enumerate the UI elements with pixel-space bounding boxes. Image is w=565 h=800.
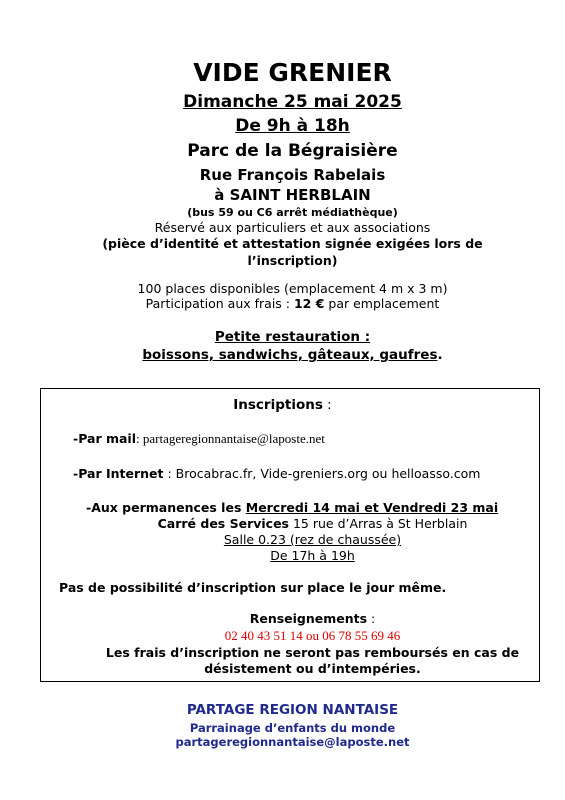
organizer-tagline: Parrainage d’enfants du monde — [189, 721, 396, 735]
carre-label: Carré des Services — [157, 516, 289, 531]
carre-address: 15 rue d’Arras à St Herblain — [289, 516, 468, 531]
inscription-permanences — [86, 500, 498, 515]
rens-colon: : — [367, 611, 376, 626]
restauration-list: boissons, sandwichs, gâteaux, gaufres — [142, 347, 438, 363]
organizer-email: partageregionnantaise@laposte.net — [175, 735, 410, 749]
perm-label: -Aux permanences les — [86, 500, 246, 515]
permanence-hours — [30, 548, 565, 563]
rens-label: Renseignements — [249, 611, 368, 626]
heures-text: De 17h à 19h — [270, 548, 355, 563]
renseignements — [30, 611, 565, 626]
perm-dates: Mercredi 14 mai et Vendredi 23 mai — [245, 500, 499, 515]
page-title: VIDE GRENIER — [193, 58, 392, 87]
phone-numbers: 02 40 43 51 14 ou 06 78 55 69 46 — [224, 628, 401, 643]
bus-info: (bus 59 ou C6 arrêt médiathèque) — [187, 206, 398, 219]
refund-notice-line1: Les frais d’inscription ne seront pas remboursés en cas de — [105, 645, 520, 660]
event-place: Parc de la Bégraisière — [187, 141, 398, 161]
id-requirement-line2: l’inscription) — [247, 253, 338, 268]
mail-value: : partageregionnantaise@laposte.net — [136, 431, 325, 446]
event-hours: De 9h à 18h — [235, 116, 350, 136]
id-requirement-line1: (pièce d’identité et attestation signée exigées lors de — [102, 236, 483, 251]
mail-label: -Par mail — [73, 431, 136, 446]
no-onsite-registration: Pas de possibilité d’inscription sur place le jour même. — [59, 580, 447, 595]
reserved-notice: Réservé aux particuliers et aux associations — [154, 220, 431, 235]
inscriptions-label: Inscriptions — [233, 397, 323, 413]
internet-label: -Par Internet — [73, 466, 164, 481]
fee-suffix: par emplacement — [324, 296, 440, 311]
carre-services — [30, 516, 565, 531]
salle-info — [30, 532, 565, 547]
inscription-mail — [73, 431, 325, 447]
refund-notice-line2: désistement ou d’intempéries. — [204, 661, 421, 676]
inscriptions-title — [0, 397, 565, 413]
restauration-items — [10, 347, 565, 363]
internet-value: : Brocabrac.fr, Vide-greniers.org ou helloasso.com — [163, 466, 481, 481]
fee-amount: 12 € — [293, 296, 325, 311]
inscription-internet — [73, 466, 480, 481]
event-city: à SAINT HERBLAIN — [214, 186, 371, 204]
salle-text: Salle 0.23 (rez de chaussée) — [223, 532, 402, 547]
places-available: 100 places disponibles (emplacement 4 m x 3 m) — [137, 281, 448, 296]
restauration-period: . — [437, 347, 443, 363]
participation-fee — [10, 296, 565, 311]
fee-prefix: Participation aux frais : — [145, 296, 294, 311]
restauration-title: Petite restauration : — [214, 329, 371, 345]
organizer-name: PARTAGE REGION NANTAISE — [186, 702, 399, 718]
event-street: Rue François Rabelais — [199, 166, 386, 184]
inscriptions-colon: : — [322, 397, 332, 413]
event-date: Dimanche 25 mai 2025 — [183, 92, 402, 112]
